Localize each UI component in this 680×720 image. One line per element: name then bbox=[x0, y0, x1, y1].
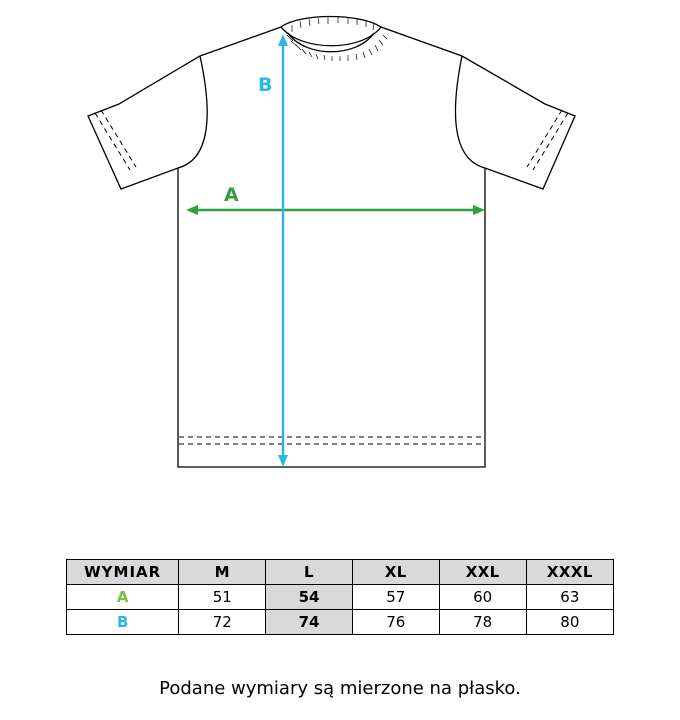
measure-b-arrow bbox=[278, 34, 288, 467]
header-size-xxxl: XXXL bbox=[526, 560, 613, 585]
header-size-xl: XL bbox=[352, 560, 439, 585]
header-size-l: L bbox=[266, 560, 353, 585]
cell-a-xxl: 60 bbox=[439, 585, 526, 610]
bottom-hem bbox=[179, 437, 484, 444]
cell-b-xxxl: 80 bbox=[526, 610, 613, 635]
footnote: Podane wymiary są mierzone na płasko. bbox=[159, 678, 521, 699]
dimension-b-label: B bbox=[116, 613, 129, 631]
size-table bbox=[66, 559, 614, 635]
table-row bbox=[67, 610, 614, 635]
cell-b-l: 74 bbox=[266, 610, 353, 635]
cell-a-m: 51 bbox=[179, 585, 266, 610]
label-b: B bbox=[258, 74, 273, 96]
row-dimension-b bbox=[67, 610, 179, 635]
cell-a-xxxl: 63 bbox=[526, 585, 613, 610]
cell-b-xl: 76 bbox=[352, 610, 439, 635]
table-row bbox=[67, 585, 614, 610]
header-dimension: WYMIAR bbox=[67, 560, 179, 585]
cell-a-l: 54 bbox=[266, 585, 353, 610]
header-size-xxl: XXL bbox=[439, 560, 526, 585]
cell-b-xxl: 78 bbox=[439, 610, 526, 635]
cell-a-xl: 57 bbox=[352, 585, 439, 610]
cell-b-m: 72 bbox=[179, 610, 266, 635]
left-sleeve-hem bbox=[95, 110, 136, 170]
table-header-row bbox=[67, 560, 614, 585]
label-a: A bbox=[224, 184, 239, 206]
row-dimension-a bbox=[67, 585, 179, 610]
tshirt-outline bbox=[88, 17, 575, 468]
right-sleeve-hem bbox=[527, 110, 568, 170]
dimension-a-label: A bbox=[116, 588, 129, 606]
header-size-m: M bbox=[179, 560, 266, 585]
measure-a-arrow bbox=[186, 205, 485, 215]
